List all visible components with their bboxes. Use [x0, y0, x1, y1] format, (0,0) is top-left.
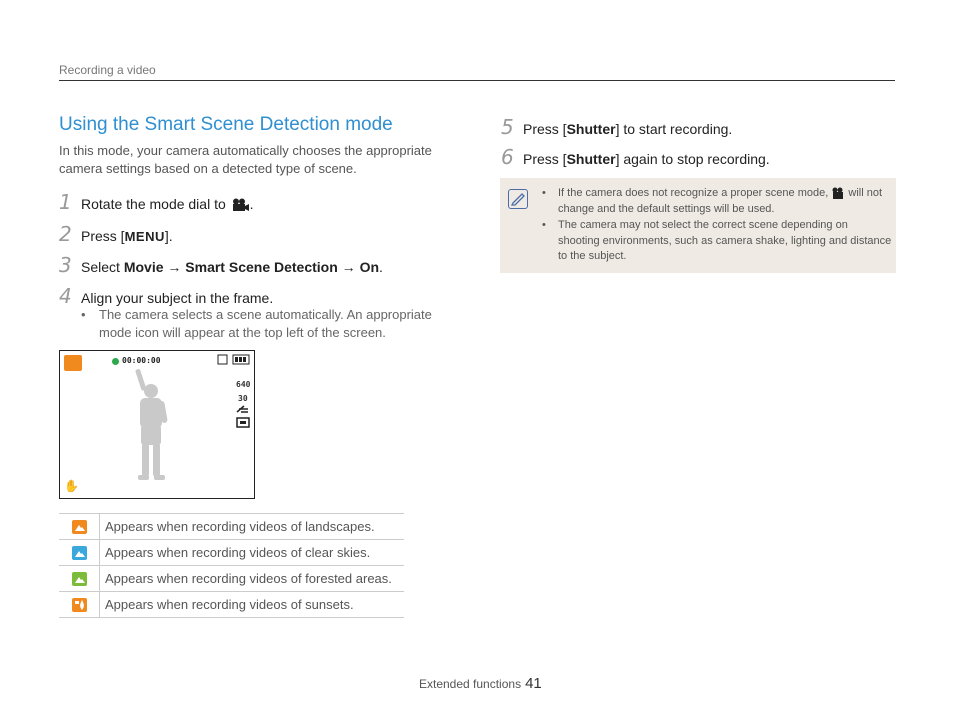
section-title: Using the Smart Scene Detection mode	[59, 114, 393, 135]
step-number: 2	[59, 222, 72, 246]
note-item	[542, 186, 892, 217]
shutter-key-label: Shutter	[566, 151, 616, 167]
running-header: Recording a video	[59, 63, 156, 77]
menu-movie: Movie	[123, 259, 164, 275]
metering-icon	[236, 417, 250, 428]
table-text-cell: Appears when recording videos of clear skies.	[100, 540, 405, 566]
ois-icon: ✋	[64, 479, 79, 493]
step-text-pre: Press [	[81, 228, 125, 244]
camera-screen-illustration	[59, 350, 255, 499]
recording-indicator-icon	[112, 358, 119, 365]
person-silhouette	[128, 367, 178, 487]
header-rule	[59, 80, 895, 81]
arrow: →	[337, 259, 360, 275]
step-5	[501, 115, 732, 139]
blue-sky-icon	[72, 546, 87, 560]
step-4	[59, 284, 273, 308]
menu-smart-scene-detection: Smart Scene Detection	[185, 259, 338, 275]
note-icon	[508, 189, 528, 209]
option-on: On	[359, 259, 380, 275]
step-text-main: Rotate the mode dial to	[81, 196, 226, 212]
step-text-post: .	[379, 259, 383, 275]
step-number: 1	[59, 190, 72, 214]
step-2	[59, 222, 173, 246]
note-text	[558, 186, 892, 217]
step-text-pre: Press [	[523, 151, 567, 167]
smart-scene-mode-icon	[64, 355, 82, 371]
step-text	[523, 151, 770, 167]
table-icon-cell	[59, 540, 100, 566]
step-text	[523, 121, 732, 137]
note-text-pre: If the camera does not recognize a proper scene mode,	[558, 187, 829, 199]
step-number: 6	[501, 145, 514, 169]
table-icon-cell	[59, 592, 100, 618]
frame-rate-indicator: 30	[238, 394, 248, 403]
step-text-post: ] to start recording.	[615, 121, 733, 137]
step-text	[81, 228, 173, 244]
bullet-dot: •	[81, 307, 86, 322]
note-text-post: will not change and the default settings will be used.	[558, 187, 883, 215]
footer-label: Extended functions	[419, 677, 522, 691]
step-text: Align your subject in the frame.	[81, 290, 274, 306]
step-number: 3	[59, 253, 72, 277]
step-3	[59, 253, 383, 277]
note-box	[500, 178, 896, 273]
step-text-post: ] again to stop recording.	[615, 151, 770, 167]
intro-paragraph: In this mode, your camera automatically chooses the appropriate camera settings based on a detected type of scene.	[59, 143, 432, 176]
page-number: 41	[525, 675, 542, 692]
forest-icon	[72, 572, 87, 586]
step-4-bullet	[81, 306, 441, 342]
note-text: The camera may not select the correct scene depending on shooting environments, such as camera shake, lighting and distance to the subject.	[558, 219, 892, 262]
page-footer	[419, 675, 542, 692]
resolution-indicator: 640	[236, 380, 251, 389]
scene-icon-table	[59, 513, 404, 618]
landscape-icon	[72, 520, 87, 534]
step-number: 4	[59, 284, 72, 308]
step-1	[59, 190, 254, 214]
table-icon-cell	[59, 566, 100, 592]
table-text-cell: Appears when recording videos of sunsets.	[100, 592, 405, 618]
table-text-cell: Appears when recording videos of landscapes.	[100, 514, 405, 540]
sunset-icon	[72, 598, 87, 612]
smart-movie-mode-icon	[831, 187, 845, 200]
step-text-pre: Press [	[523, 121, 567, 137]
movie-camera-icon	[230, 198, 250, 212]
table-text-cell: Appears when recording videos of forested areas.	[100, 566, 405, 592]
step-text-pre: Select	[81, 259, 124, 275]
battery-icon	[217, 354, 251, 365]
table-row	[59, 592, 404, 618]
note-list	[542, 186, 892, 266]
table-row	[59, 540, 404, 566]
step-text	[81, 259, 383, 275]
recording-time: 00:00:00	[122, 356, 161, 365]
table-row	[59, 514, 404, 540]
step-text	[81, 196, 254, 212]
bullet-dot: •	[542, 219, 546, 231]
arrow: →	[163, 259, 186, 275]
menu-button-label: MENU	[124, 229, 165, 244]
bullet-dot: •	[542, 187, 546, 199]
note-item	[542, 218, 892, 265]
step-number: 5	[501, 115, 514, 139]
step-text-end: .	[249, 196, 254, 212]
shutter-key-label: Shutter	[566, 121, 616, 137]
table-icon-cell	[59, 514, 100, 540]
wind-cut-icon	[236, 404, 250, 414]
step-6	[501, 145, 770, 169]
table-row	[59, 566, 404, 592]
step-text-post: ].	[164, 228, 173, 244]
bullet-text: The camera selects a scene automatically. An appropriate mode icon will appear at the top left of the screen.	[99, 307, 432, 340]
